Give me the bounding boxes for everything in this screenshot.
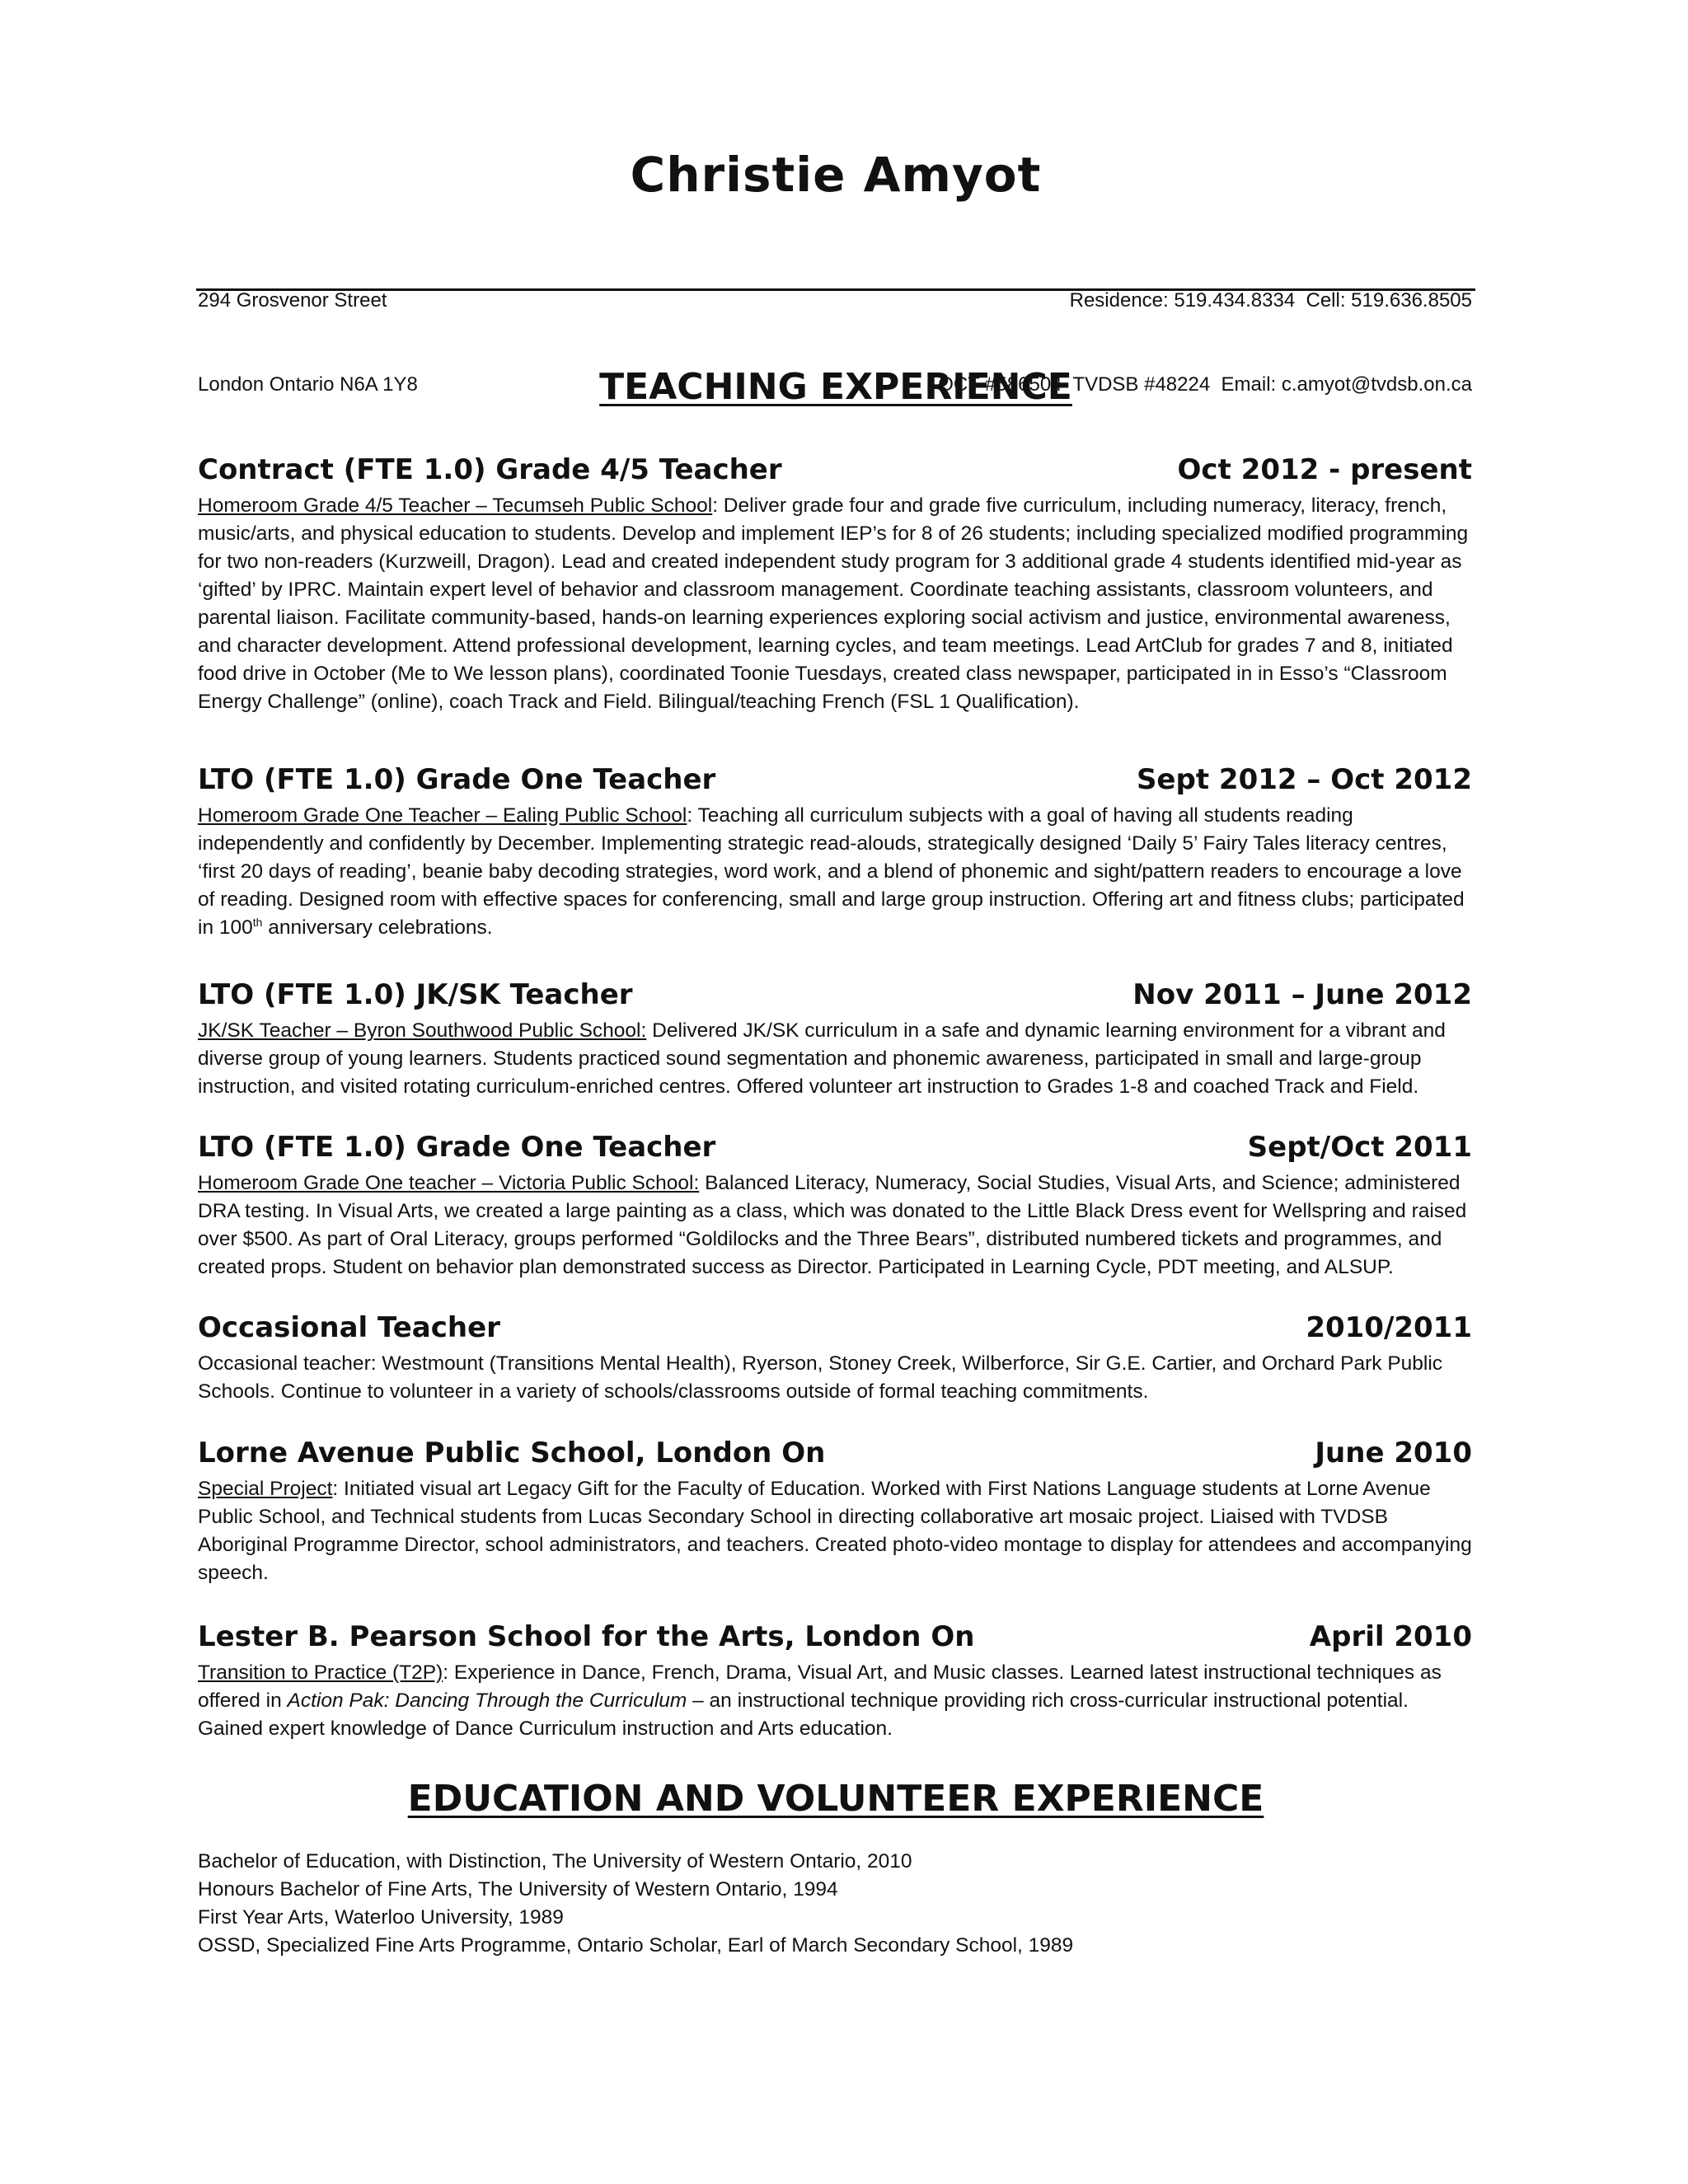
education-item: First Year Arts, Waterloo University, 1989 bbox=[198, 1906, 564, 1929]
job-description-text: Balanced Literacy, Numeracy, Social Studies, Visual Arts, and Science; administered DRA testing. In Visual Arts, we created a large painting as a class, which was donated to the Little Black Dress event for Wellspring and raised over $500. As part of Oral Literacy, groups performed “Goldilocks and the Three Bears”, distributed numbered tickets and programmes, and created props. Student on behavior plan demonstrated success as Director. Participated in Learning Cycle, PDT meeting, and ALSUP. bbox=[198, 1172, 1467, 1278]
job-description-text: Delivered JK/SK curriculum in a safe and dynamic learning environment for a vibrant and diverse group of young learners. Students practiced sound segmentation and phonemic awareness, participated in small and large-group instruction, and visited rotating curriculum-enriched centres. Offered volunteer art instruction to Grades 1-8 and coached Track and Field. bbox=[198, 1019, 1446, 1098]
teaching-section-title: TEACHING EXPERIENCE bbox=[599, 366, 1072, 408]
job-entry bbox=[196, 1128, 1475, 1282]
education-item: OSSD, Specialized Fine Arts Programme, Ontario Scholar, Earl of March Secondary School, 1989 bbox=[198, 1934, 1074, 1957]
job-description-text: : Experience in Dance, French, Drama, Visual Art, and Music classes. Learned latest instructional techniques as offered in bbox=[198, 1661, 1442, 1712]
job-header bbox=[196, 1309, 1475, 1347]
contact-info-block bbox=[938, 231, 1472, 455]
job-description-text: : Teaching all curriculum subjects with a goal of having all students reading independently and confidently by December. Implementing strategic read-alouds, strategically designed ‘Daily 5’ Fairy Tales literacy centres, ‘first 20 days of reading’, beanie baby decoding strategies, word work, and a blend of phonemic and sight/pattern readers to encourage a love of reading. Designed room with effective spaces for conferencing, small and large group instruction. Offering art and fitness clubs; participated in 100 bbox=[198, 804, 1465, 939]
job-title: Lorne Avenue Public School, London On bbox=[198, 1436, 826, 1469]
job-header bbox=[196, 1128, 1475, 1166]
job-role-school: JK/SK Teacher – Byron Southwood Public School: bbox=[198, 1019, 647, 1042]
job-entry bbox=[196, 976, 1475, 1101]
ordinal-suffix: th bbox=[252, 915, 263, 929]
job-title: LTO (FTE 1.0) Grade One Teacher bbox=[198, 1131, 716, 1164]
job-title: LTO (FTE 1.0) Grade One Teacher bbox=[198, 763, 716, 796]
address-line-2: London Ontario N6A 1Y8 bbox=[198, 373, 418, 396]
job-role-school: Homeroom Grade One Teacher – Ealing Public School bbox=[198, 804, 687, 827]
job-description bbox=[196, 802, 1475, 942]
job-description bbox=[196, 1475, 1475, 1587]
address-block bbox=[198, 231, 418, 455]
job-date: Nov 2011 – June 2012 bbox=[1132, 978, 1472, 1011]
job-description bbox=[196, 1350, 1475, 1406]
job-role-school: Transition to Practice (T2P) bbox=[198, 1661, 443, 1684]
job-header bbox=[196, 976, 1475, 1014]
job-date: Sept 2012 – Oct 2012 bbox=[1136, 763, 1472, 796]
job-entry bbox=[196, 1309, 1475, 1406]
job-header bbox=[196, 451, 1475, 489]
phone-line: Residence: 519.434.8334 Cell: 519.636.8505 bbox=[1069, 289, 1472, 312]
address-line-1: 294 Grosvenor Street bbox=[198, 289, 387, 312]
job-entry bbox=[196, 1434, 1475, 1587]
job-date: 2010/2011 bbox=[1306, 1311, 1472, 1344]
job-description bbox=[196, 492, 1475, 716]
job-date: Oct 2012 - present bbox=[1177, 453, 1472, 486]
resume-name: Christie Amyot bbox=[630, 147, 1042, 203]
job-title: Lester B. Pearson School for the Arts, London On bbox=[198, 1620, 975, 1653]
job-description-text: : Initiated visual art Legacy Gift for the Faculty of Education. Worked with First Nations Language students at Lorne Avenue Public School, and Technical students from Lucas Secondary School in directing collaborative art mosaic project. Liaised with TVDSB Aboriginal Programme Director, school administrators, and teachers. Created photo-video montage to display for attendees and accompanying speech. bbox=[198, 1478, 1472, 1584]
education-item: Bachelor of Education, with Distinction, The University of Western Ontario, 2010 bbox=[198, 1850, 912, 1872]
education-list bbox=[198, 1848, 1073, 1960]
job-entry bbox=[196, 761, 1475, 942]
job-description-italic: Action Pak: Dancing Through the Curriculum bbox=[287, 1690, 687, 1712]
job-date: April 2010 bbox=[1309, 1620, 1472, 1653]
job-header bbox=[196, 1434, 1475, 1472]
job-role-school: Homeroom Grade 4/5 Teacher – Tecumseh Public School bbox=[198, 494, 713, 517]
job-description bbox=[196, 1169, 1475, 1282]
job-header bbox=[196, 1618, 1475, 1656]
job-title: Occasional Teacher bbox=[198, 1311, 500, 1344]
job-entry bbox=[196, 1618, 1475, 1743]
job-entry bbox=[196, 451, 1475, 716]
job-description-text-end: anniversary celebrations. bbox=[262, 916, 493, 939]
job-description-text: Occasional teacher: Westmount (Transitions Mental Health), Ryerson, Stoney Creek, Wilberforce, Sir G.E. Cartier, and Orchard Park Public Schools. Continue to volunteer in a variety of schools/classrooms outside of formal teaching commitments. bbox=[198, 1352, 1443, 1403]
job-description bbox=[196, 1659, 1475, 1743]
job-role-school: Homeroom Grade One teacher – Victoria Public School: bbox=[198, 1172, 700, 1194]
job-date: Sept/Oct 2011 bbox=[1247, 1131, 1472, 1164]
job-description-text: : Deliver grade four and grade five curriculum, including numeracy, literacy, french, music/arts, and physical education to students. Develop and implement IEP’s for 8 of 26 students; including specialized modified programming for two non-readers (Kurzweill, Dragon). Lead and created independent study program for 3 additional grade 4 students identified mid-year as ‘gifted’ by IPRC. Maintain expert level of behavior and classroom management. Coordinate teaching assistants, classroom volunteers, and parental liaison. Facilitate community-based, hands-on learning experiences exploring social activism and justice, environmental awareness, and character development. Attend professional development, learning cycles, and team meetings. Lead ArtClub for grades 7 and 8, initiated food drive in October (Me to We lesson plans), coordinated Toonie Tuesdays, created class newspaper, participated in in Esso’s “Classroom Energy Challenge” (online), coach Track and Field. Bilingual/teaching French (FSL 1 Qualification). bbox=[198, 494, 1469, 713]
job-date: June 2010 bbox=[1315, 1436, 1472, 1469]
job-title: Contract (FTE 1.0) Grade 4/5 Teacher bbox=[198, 453, 782, 486]
job-description-text-end: – an instructional technique providing rich cross-curricular instructional potential. Gained expert knowledge of Dance Curriculum instruction and Arts education. bbox=[198, 1690, 1409, 1740]
job-title: LTO (FTE 1.0) JK/SK Teacher bbox=[198, 978, 633, 1011]
job-description bbox=[196, 1017, 1475, 1101]
ids-email-line: OCT #586504 TVDSB #48224 Email: c.amyot@tvdsb.on.ca bbox=[938, 373, 1472, 396]
education-section-title: EDUCATION AND VOLUNTEER EXPERIENCE bbox=[407, 1778, 1264, 1820]
job-role-school: Special Project bbox=[198, 1478, 333, 1500]
education-item: Honours Bachelor of Fine Arts, The University of Western Ontario, 1994 bbox=[198, 1878, 838, 1900]
job-header bbox=[196, 761, 1475, 799]
